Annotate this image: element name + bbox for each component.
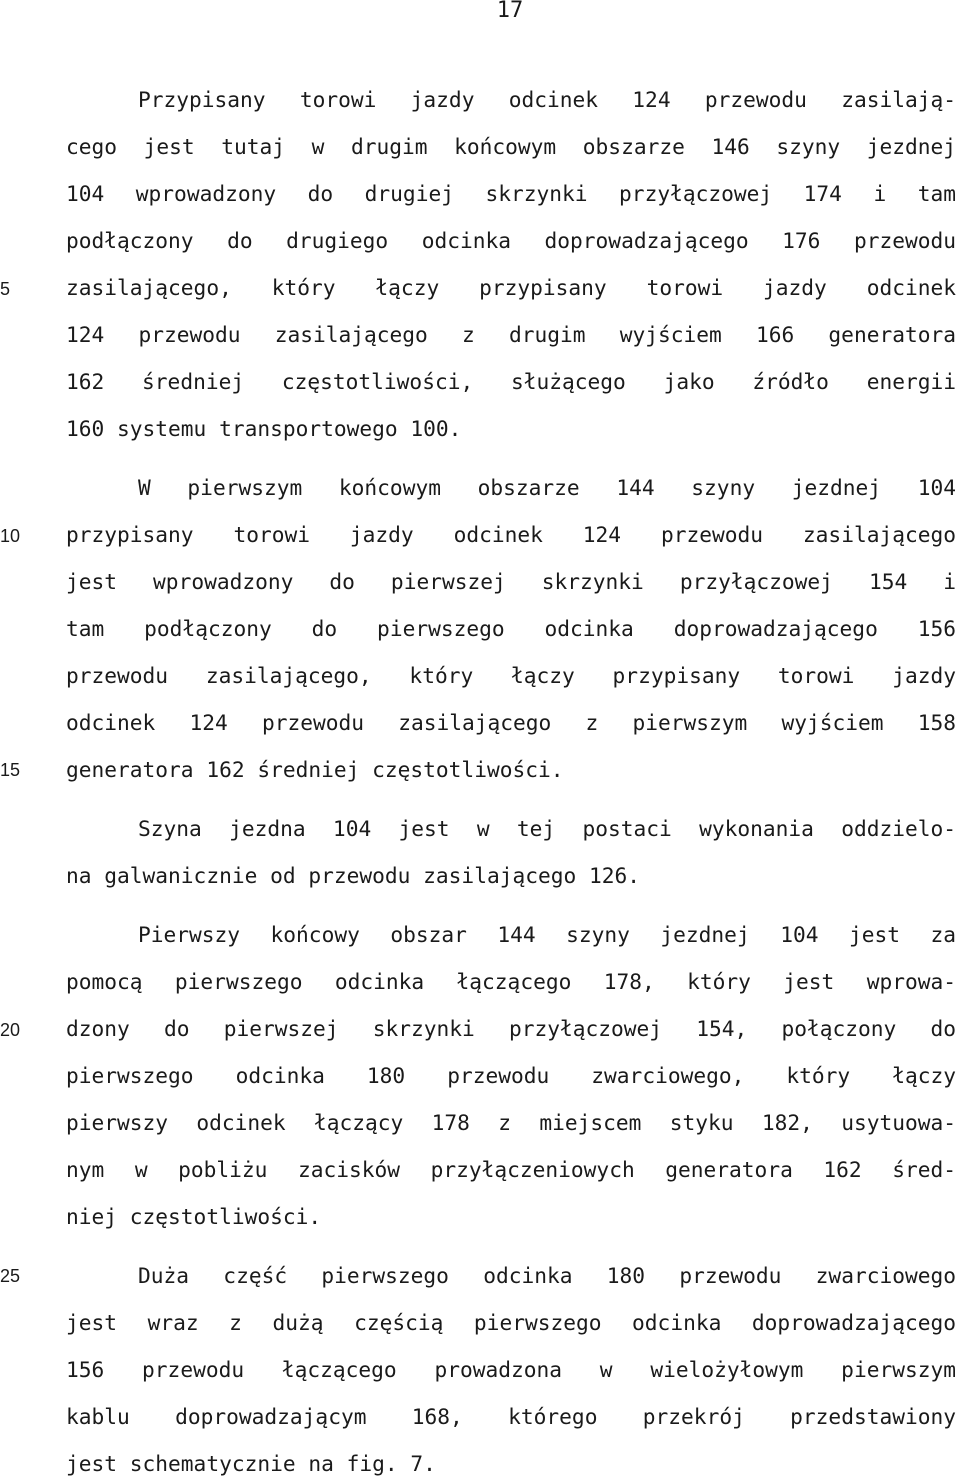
text-line: Duża część pierwszego odcinka 180 przewodu zwarciowego	[138, 1263, 956, 1288]
text-line: Szyna jezdna 104 jest w tej postaci wykonania oddzielo-	[138, 816, 956, 841]
text-line: generatora 162 średniej częstotliwości.	[66, 757, 564, 782]
text-line: kablu doprowadzającym 168, którego przekrój przedstawiony	[66, 1404, 956, 1429]
line-number: 20	[0, 1020, 21, 1040]
text-line: tam podłączony do pierwszego odcinka doprowadzającego 156	[66, 616, 956, 641]
text-line: 162 średniej częstotliwości, służącego jako źródło energii	[66, 369, 956, 394]
text-line: nym w pobliżu zacisków przyłączeniowych generatora 162 śred-	[66, 1157, 956, 1182]
text-line: 124 przewodu zasilającego z drugim wyjściem 166 generatora	[66, 322, 956, 347]
text-line: jest wprowadzony do pierwszej skrzynki przyłączowej 154 i	[66, 569, 956, 594]
text-line: niej częstotliwości.	[66, 1204, 322, 1229]
text-line: na galwanicznie od przewodu zasilającego 126.	[66, 863, 641, 888]
text-line: 104 wprowadzony do drugiej skrzynki przyłączowej 174 i tam	[66, 181, 956, 206]
line-number: 15	[0, 760, 21, 780]
text-line: pomocą pierwszego odcinka łączącego 178, który jest wprowa-	[66, 969, 956, 994]
text-line: przewodu zasilającego, który łączy przypisany torowi jazdy	[66, 663, 956, 688]
text-line: jest schematycznie na fig. 7.	[66, 1451, 436, 1476]
text-line: jest wraz z dużą częścią pierwszego odcinka doprowadzającego	[66, 1310, 956, 1335]
page-number: 17	[496, 0, 524, 23]
line-number: 10	[0, 526, 21, 546]
line-number: 25	[0, 1266, 21, 1286]
text-line: 160 systemu transportowego 100.	[66, 416, 462, 441]
line-number: 5	[0, 279, 11, 299]
text-line: pierwszego odcinka 180 przewodu zwarciowego, który łączy	[66, 1063, 956, 1088]
text-line: przypisany torowi jazdy odcinek 124 przewodu zasilającego	[66, 522, 956, 547]
text-line: odcinek 124 przewodu zasilającego z pierwszym wyjściem 158	[66, 710, 956, 735]
text-line: podłączony do drugiego odcinka doprowadzającego 176 przewodu	[66, 228, 956, 253]
text-line: dzony do pierwszej skrzynki przyłączowej 154, połączony do	[66, 1016, 956, 1041]
text-line: 156 przewodu łączącego prowadzona w wielożyłowym pierwszym	[66, 1357, 956, 1382]
text-line: cego jest tutaj w drugim końcowym obszarze 146 szyny jezdnej	[66, 134, 956, 159]
text-line: Przypisany torowi jazdy odcinek 124 przewodu zasilają-	[138, 87, 956, 112]
text-line: pierwszy odcinek łączący 178 z miejscem styku 182, usytuowa-	[66, 1110, 956, 1135]
text-line: zasilającego, który łączy przypisany torowi jazdy odcinek	[66, 275, 956, 300]
text-line: Pierwszy końcowy obszar 144 szyny jezdnej 104 jest za	[138, 922, 956, 947]
text-line: W pierwszym końcowym obszarze 144 szyny jezdnej 104	[138, 475, 956, 500]
